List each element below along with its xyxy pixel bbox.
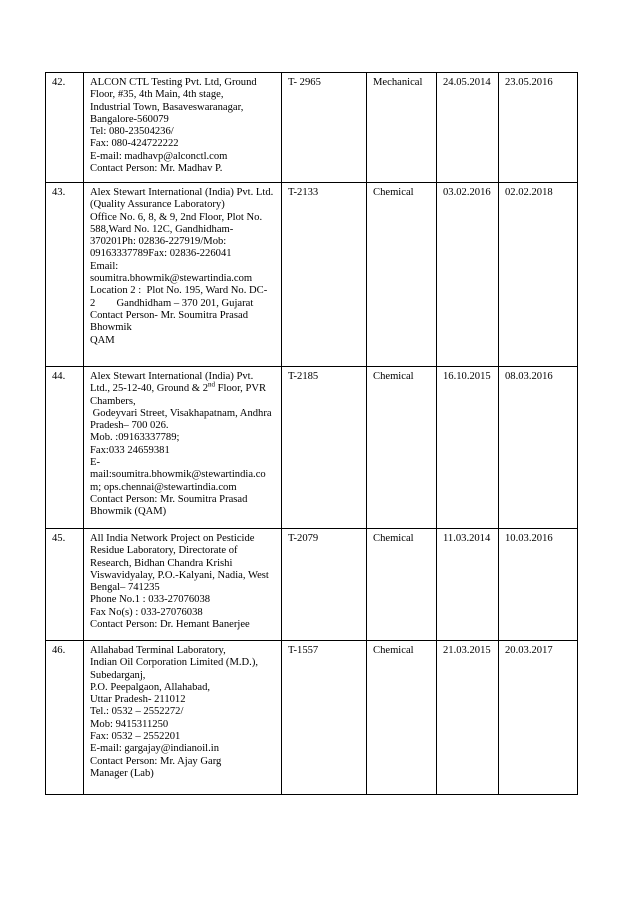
valid-from: 11.03.2014 bbox=[437, 529, 499, 641]
serial-number: 42. bbox=[46, 73, 84, 183]
serial-number: 44. bbox=[46, 367, 84, 529]
certificate-number: T-1557 bbox=[282, 641, 367, 795]
discipline: Chemical bbox=[367, 183, 437, 367]
laboratory-table bbox=[45, 72, 578, 795]
lab-details: Allahabad Terminal Laboratory, Indian Oil Corporation Limited (M.D.), Subedarganj, P.O. Peepalgaon, Allahabad, Uttar Pradesh- 211012 Tel.: 0532 – 2552272/ Mob: 9415311250 Fax: 0532 – 2552201 E-mail: gargajay@indianoil.in Contact Person: Mr. Ajay Garg Manager (Lab) bbox=[84, 641, 282, 795]
serial-number: 45. bbox=[46, 529, 84, 641]
discipline: Chemical bbox=[367, 367, 437, 529]
lab-details: ALCON CTL Testing Pvt. Ltd, Ground Floor, #35, 4th Main, 4th stage, Industrial Town, Basaveswaranagar, Bangalore-560079 Tel: 080-23504236/ Fax: 080-424722222 E-mail: madhavp@alconctl.com Contact Person: Mr. Madhav P. bbox=[84, 73, 282, 183]
valid-from: 03.02.2016 bbox=[437, 183, 499, 367]
serial-number: 46. bbox=[46, 641, 84, 795]
valid-to: 08.03.2016 bbox=[499, 367, 578, 529]
discipline: Chemical bbox=[367, 529, 437, 641]
lab-details: Alex Stewart International (India) Pvt. Ltd., 25-12-40, Ground & 2nd Floor, PVR Chambers, Godeyvari Street, Visakhapatnam, Andhra Pradesh– 700 026. Mob. :09163337789; Fax:033 24659381 E- mail:soumitra.bhowmik@stewartindia.co m; ops.chennai@stewartindia.com Contact Person: Mr. Soumitra Prasad Bhowmik (QAM) bbox=[84, 367, 282, 529]
valid-to: 10.03.2016 bbox=[499, 529, 578, 641]
certificate-number: T-2185 bbox=[282, 367, 367, 529]
lab-details: Alex Stewart International (India) Pvt. Ltd. (Quality Assurance Laboratory) Office No. 6, 8, & 9, 2nd Floor, Plot No. 588,Ward No. 12C, Gandhidham- 370201Ph: 02836-227919/Mob: 09163337789Fax: 02836-226041 Email: soumitra.bhowmik@stewartindia.com Location 2 : Plot No. 195, Ward No. DC- 2 Gandhidham – 370 201, Gujarat Contact Person- Mr. Soumitra Prasad Bhowmik QAM bbox=[84, 183, 282, 367]
table-row bbox=[46, 183, 578, 367]
certificate-number: T-2133 bbox=[282, 183, 367, 367]
valid-to: 02.02.2018 bbox=[499, 183, 578, 367]
discipline: Mechanical bbox=[367, 73, 437, 183]
valid-from: 16.10.2015 bbox=[437, 367, 499, 529]
serial-number: 43. bbox=[46, 183, 84, 367]
valid-from: 24.05.2014 bbox=[437, 73, 499, 183]
valid-from: 21.03.2015 bbox=[437, 641, 499, 795]
valid-to: 23.05.2016 bbox=[499, 73, 578, 183]
certificate-number: T-2079 bbox=[282, 529, 367, 641]
table-row bbox=[46, 367, 578, 529]
certificate-number: T- 2965 bbox=[282, 73, 367, 183]
valid-to: 20.03.2017 bbox=[499, 641, 578, 795]
table-row bbox=[46, 641, 578, 795]
discipline: Chemical bbox=[367, 641, 437, 795]
table-row bbox=[46, 73, 578, 183]
table-row bbox=[46, 529, 578, 641]
lab-details: All India Network Project on Pesticide Residue Laboratory, Directorate of Research, Bidhan Chandra Krishi Viswavidyalay, P.O.-Kalyani, Nadia, West Bengal– 741235 Phone No.1 : 033-27076038 Fax No(s) : 033-27076038 Contact Person: Dr. Hemant Banerjee bbox=[84, 529, 282, 641]
